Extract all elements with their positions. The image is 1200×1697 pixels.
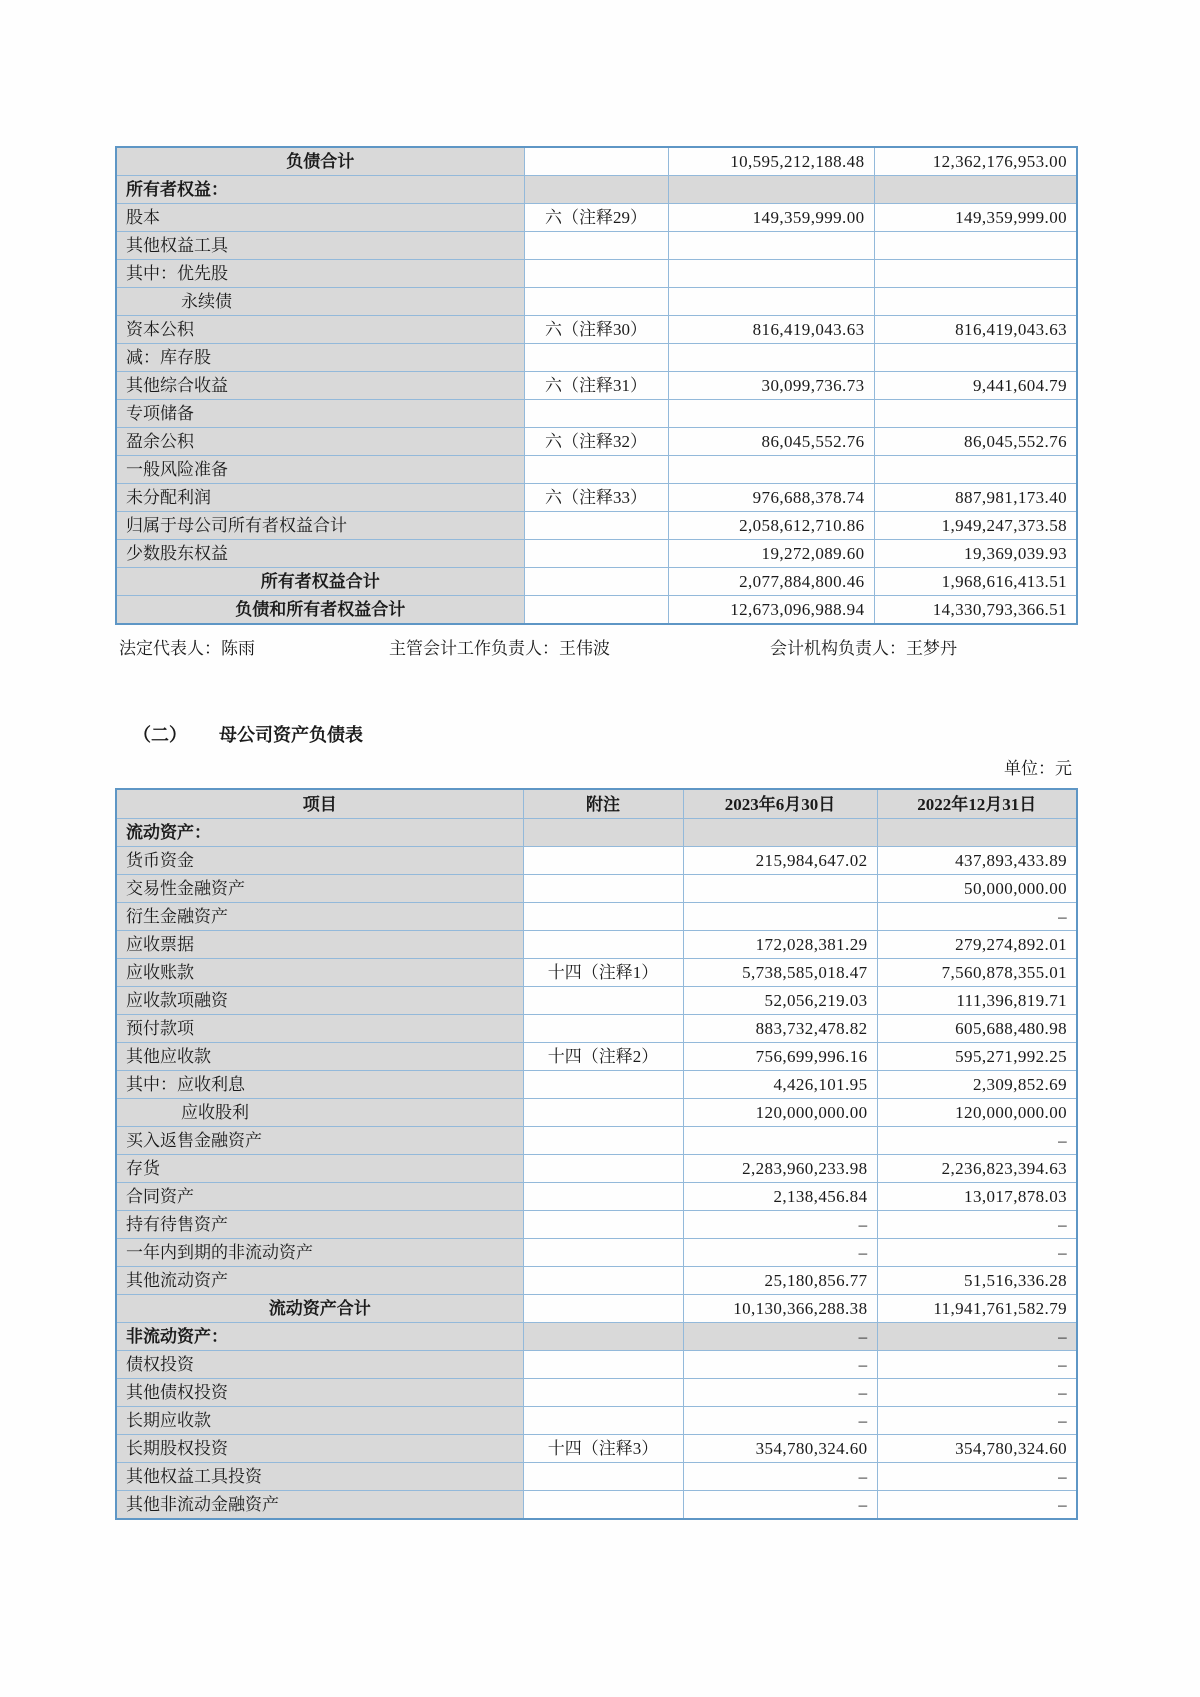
note-reference-cell <box>524 568 668 596</box>
value-cell-2023 <box>683 819 877 847</box>
item-label-cell: 所有者权益合计 <box>116 568 524 596</box>
section-heading-index: （二） <box>133 725 187 745</box>
note-reference-cell <box>523 931 683 959</box>
table-row <box>116 344 1077 372</box>
note-reference-cell <box>523 1155 683 1183</box>
table-row <box>116 288 1077 316</box>
value-cell-2022: – <box>877 1491 1077 1520</box>
note-reference-cell <box>524 260 668 288</box>
value-cell-2022: 50,000,000.00 <box>877 875 1077 903</box>
value-cell-2023: 2,077,884,800.46 <box>668 568 874 596</box>
value-cell-2023: – <box>683 1211 877 1239</box>
column-header-item: 项目 <box>116 789 523 819</box>
value-cell-2022: – <box>877 1463 1077 1491</box>
unit-label: 单位：元 <box>1004 759 1072 778</box>
value-cell-2023: – <box>683 1379 877 1407</box>
value-cell-2023: 2,138,456.84 <box>683 1183 877 1211</box>
item-label-cell: 专项储备 <box>116 400 524 428</box>
table-row <box>116 1463 1077 1491</box>
note-reference-cell <box>523 1183 683 1211</box>
item-label-cell: 持有待售资产 <box>116 1211 523 1239</box>
note-reference-cell <box>523 847 683 875</box>
value-cell-2022: 437,893,433.89 <box>877 847 1077 875</box>
item-label-cell: 未分配利润 <box>116 484 524 512</box>
item-label-cell: 债权投资 <box>116 1351 523 1379</box>
table-row <box>116 1351 1077 1379</box>
item-label-cell: 应收款项融资 <box>116 987 523 1015</box>
value-cell-2023: 10,130,366,288.38 <box>683 1295 877 1323</box>
value-cell-2022: 354,780,324.60 <box>877 1435 1077 1463</box>
table-row <box>116 959 1077 987</box>
table-row <box>116 987 1077 1015</box>
value-cell-2022: 120,000,000.00 <box>877 1099 1077 1127</box>
table-row <box>116 1099 1077 1127</box>
note-reference-cell: 六（注释33） <box>524 484 668 512</box>
table-row <box>116 428 1077 456</box>
item-label-cell: 货币资金 <box>116 847 523 875</box>
value-cell-2023: 756,699,996.16 <box>683 1043 877 1071</box>
value-cell-2023: 86,045,552.76 <box>668 428 874 456</box>
value-cell-2023: 215,984,647.02 <box>683 847 877 875</box>
note-reference-cell <box>523 1379 683 1407</box>
value-cell-2023 <box>668 288 874 316</box>
item-label-cell: 其他权益工具投资 <box>116 1463 523 1491</box>
value-cell-2023: 12,673,096,988.94 <box>668 596 874 625</box>
item-label-cell: 其他流动资产 <box>116 1267 523 1295</box>
section-heading-title: 母公司资产负债表 <box>219 725 363 745</box>
column-header-2023: 2023年6月30日 <box>683 789 877 819</box>
item-label-cell: 非流动资产： <box>116 1323 523 1351</box>
accounting-supervisor-signature: 主管会计工作负责人：王伟波 <box>389 639 610 658</box>
value-cell-2022: 9,441,604.79 <box>874 372 1077 400</box>
table-row <box>116 316 1077 344</box>
table-row <box>116 931 1077 959</box>
value-cell-2023: – <box>683 1351 877 1379</box>
item-label-cell: 所有者权益： <box>116 176 524 204</box>
note-reference-cell <box>523 1463 683 1491</box>
table-row <box>116 540 1077 568</box>
column-header-2022: 2022年12月31日 <box>877 789 1077 819</box>
table-row <box>116 147 1077 176</box>
note-reference-cell <box>523 1127 683 1155</box>
value-cell-2023: 883,732,478.82 <box>683 1015 877 1043</box>
value-cell-2023: 4,426,101.95 <box>683 1071 877 1099</box>
value-cell-2023: – <box>683 1463 877 1491</box>
value-cell-2022: 12,362,176,953.00 <box>874 147 1077 176</box>
value-cell-2022: – <box>877 1379 1077 1407</box>
consolidated-balance-sheet-table <box>115 146 1078 625</box>
value-cell-2023: 52,056,219.03 <box>683 987 877 1015</box>
item-label-cell: 衍生金融资产 <box>116 903 523 931</box>
note-reference-cell: 十四（注释3） <box>523 1435 683 1463</box>
table-row <box>116 176 1077 204</box>
note-reference-cell <box>524 540 668 568</box>
table-row <box>116 1155 1077 1183</box>
value-cell-2022: 1,949,247,373.58 <box>874 512 1077 540</box>
value-cell-2022 <box>874 456 1077 484</box>
note-reference-cell: 六（注释32） <box>524 428 668 456</box>
column-header-note: 附注 <box>523 789 683 819</box>
accounting-department-head-signature: 会计机构负责人：王梦丹 <box>770 639 957 658</box>
table-row <box>116 1407 1077 1435</box>
note-reference-cell: 六（注释31） <box>524 372 668 400</box>
item-label-cell: 长期股权投资 <box>116 1435 523 1463</box>
value-cell-2023 <box>668 232 874 260</box>
value-cell-2022: 7,560,878,355.01 <box>877 959 1077 987</box>
legal-representative-signature: 法定代表人：陈雨 <box>119 639 255 658</box>
table-row <box>116 512 1077 540</box>
value-cell-2022: 14,330,793,366.51 <box>874 596 1077 625</box>
item-label-cell: 一般风险准备 <box>116 456 524 484</box>
value-cell-2023: 19,272,089.60 <box>668 540 874 568</box>
item-label-cell: 长期应收款 <box>116 1407 523 1435</box>
value-cell-2023 <box>668 456 874 484</box>
note-reference-cell <box>524 596 668 625</box>
value-cell-2022: – <box>877 1239 1077 1267</box>
value-cell-2022: 816,419,043.63 <box>874 316 1077 344</box>
item-label-cell: 应收股利 <box>116 1099 523 1127</box>
note-reference-cell <box>523 903 683 931</box>
value-cell-2023: 120,000,000.00 <box>683 1099 877 1127</box>
table-row <box>116 1491 1077 1520</box>
note-reference-cell: 十四（注释1） <box>523 959 683 987</box>
signature-line <box>115 634 1076 660</box>
table-row <box>116 1379 1077 1407</box>
item-label-cell: 资本公积 <box>116 316 524 344</box>
value-cell-2022 <box>874 288 1077 316</box>
item-label-cell: 其他应收款 <box>116 1043 523 1071</box>
value-cell-2023: 10,595,212,188.48 <box>668 147 874 176</box>
value-cell-2023: – <box>683 1239 877 1267</box>
note-reference-cell <box>523 1267 683 1295</box>
value-cell-2022: 595,271,992.25 <box>877 1043 1077 1071</box>
table-row <box>116 1071 1077 1099</box>
table-row <box>116 1267 1077 1295</box>
value-cell-2022: – <box>877 1407 1077 1435</box>
item-label-cell: 预付款项 <box>116 1015 523 1043</box>
item-label-cell: 减：库存股 <box>116 344 524 372</box>
item-label-cell: 一年内到期的非流动资产 <box>116 1239 523 1267</box>
table-row <box>116 847 1077 875</box>
value-cell-2023: – <box>683 1491 877 1520</box>
value-cell-2022: – <box>877 1211 1077 1239</box>
value-cell-2023 <box>668 176 874 204</box>
value-cell-2023 <box>683 903 877 931</box>
value-cell-2023: 149,359,999.00 <box>668 204 874 232</box>
table-row <box>116 903 1077 931</box>
item-label-cell: 负债合计 <box>116 147 524 176</box>
item-label-cell: 应收票据 <box>116 931 523 959</box>
value-cell-2023: 354,780,324.60 <box>683 1435 877 1463</box>
value-cell-2022: – <box>877 1127 1077 1155</box>
item-label-cell: 其他综合收益 <box>116 372 524 400</box>
table-row <box>116 875 1077 903</box>
table-row <box>116 1323 1077 1351</box>
item-label-cell: 归属于母公司所有者权益合计 <box>116 512 524 540</box>
value-cell-2023: 2,283,960,233.98 <box>683 1155 877 1183</box>
table-row <box>116 232 1077 260</box>
value-cell-2023: 2,058,612,710.86 <box>668 512 874 540</box>
value-cell-2022: 2,236,823,394.63 <box>877 1155 1077 1183</box>
table-row <box>116 1295 1077 1323</box>
item-label-cell: 永续债 <box>116 288 524 316</box>
table-row <box>116 1127 1077 1155</box>
note-reference-cell: 六（注释30） <box>524 316 668 344</box>
note-reference-cell <box>523 1323 683 1351</box>
value-cell-2022 <box>874 176 1077 204</box>
value-cell-2022: 13,017,878.03 <box>877 1183 1077 1211</box>
value-cell-2022: 51,516,336.28 <box>877 1267 1077 1295</box>
table-row <box>116 260 1077 288</box>
value-cell-2022 <box>874 232 1077 260</box>
item-label-cell: 流动资产： <box>116 819 523 847</box>
note-reference-cell: 六（注释29） <box>524 204 668 232</box>
note-reference-cell <box>523 819 683 847</box>
table-header-row <box>116 789 1077 819</box>
value-cell-2023 <box>668 344 874 372</box>
note-reference-cell <box>524 147 668 176</box>
value-cell-2023: 5,738,585,018.47 <box>683 959 877 987</box>
note-reference-cell <box>523 1491 683 1520</box>
value-cell-2022 <box>874 344 1077 372</box>
item-label-cell: 其他非流动金融资产 <box>116 1491 523 1520</box>
value-cell-2022 <box>874 400 1077 428</box>
parent-balance-sheet-table <box>115 788 1078 1520</box>
value-cell-2022 <box>874 260 1077 288</box>
table-row <box>116 1043 1077 1071</box>
note-reference-cell <box>523 875 683 903</box>
note-reference-cell <box>524 512 668 540</box>
table-row <box>116 400 1077 428</box>
table-row <box>116 456 1077 484</box>
item-label-cell: 其他权益工具 <box>116 232 524 260</box>
item-label-cell: 买入返售金融资产 <box>116 1127 523 1155</box>
note-reference-cell <box>524 344 668 372</box>
value-cell-2023: 172,028,381.29 <box>683 931 877 959</box>
value-cell-2023 <box>683 1127 877 1155</box>
table-row <box>116 1183 1077 1211</box>
note-reference-cell <box>524 456 668 484</box>
note-reference-cell <box>524 288 668 316</box>
note-reference-cell <box>523 1351 683 1379</box>
value-cell-2023: 25,180,856.77 <box>683 1267 877 1295</box>
value-cell-2022: 279,274,892.01 <box>877 931 1077 959</box>
section-heading <box>133 721 363 747</box>
value-cell-2023 <box>668 260 874 288</box>
value-cell-2023: 30,099,736.73 <box>668 372 874 400</box>
item-label-cell: 流动资产合计 <box>116 1295 523 1323</box>
value-cell-2022: 887,981,173.40 <box>874 484 1077 512</box>
note-reference-cell <box>524 400 668 428</box>
item-label-cell: 股本 <box>116 204 524 232</box>
item-label-cell: 合同资产 <box>116 1183 523 1211</box>
item-label-cell: 其中：应收利息 <box>116 1071 523 1099</box>
value-cell-2022: 19,369,039.93 <box>874 540 1077 568</box>
table-row <box>116 484 1077 512</box>
note-reference-cell <box>523 1211 683 1239</box>
note-reference-cell <box>523 1239 683 1267</box>
value-cell-2023: 976,688,378.74 <box>668 484 874 512</box>
note-reference-cell <box>523 1071 683 1099</box>
value-cell-2022: – <box>877 903 1077 931</box>
value-cell-2023 <box>683 875 877 903</box>
value-cell-2023: – <box>683 1407 877 1435</box>
table-row <box>116 1435 1077 1463</box>
item-label-cell: 负债和所有者权益合计 <box>116 596 524 625</box>
value-cell-2022: 1,968,616,413.51 <box>874 568 1077 596</box>
note-reference-cell <box>523 1407 683 1435</box>
value-cell-2023: 816,419,043.63 <box>668 316 874 344</box>
value-cell-2022: 149,359,999.00 <box>874 204 1077 232</box>
value-cell-2022: 2,309,852.69 <box>877 1071 1077 1099</box>
value-cell-2023: – <box>683 1323 877 1351</box>
value-cell-2022: – <box>877 1351 1077 1379</box>
table-row <box>116 1015 1077 1043</box>
item-label-cell: 交易性金融资产 <box>116 875 523 903</box>
table-row <box>116 1239 1077 1267</box>
item-label-cell: 其他债权投资 <box>116 1379 523 1407</box>
table-row <box>116 596 1077 625</box>
note-reference-cell <box>523 1295 683 1323</box>
value-cell-2022 <box>877 819 1077 847</box>
note-reference-cell <box>524 176 668 204</box>
item-label-cell: 盈余公积 <box>116 428 524 456</box>
value-cell-2023 <box>668 400 874 428</box>
note-reference-cell <box>523 1015 683 1043</box>
item-label-cell: 应收账款 <box>116 959 523 987</box>
note-reference-cell <box>524 232 668 260</box>
item-label-cell: 少数股东权益 <box>116 540 524 568</box>
table-row <box>116 819 1077 847</box>
note-reference-cell: 十四（注释2） <box>523 1043 683 1071</box>
table-row <box>116 204 1077 232</box>
table-row <box>116 568 1077 596</box>
value-cell-2022: 11,941,761,582.79 <box>877 1295 1077 1323</box>
note-reference-cell <box>523 1099 683 1127</box>
table-row <box>116 1211 1077 1239</box>
note-reference-cell <box>523 987 683 1015</box>
value-cell-2022: 86,045,552.76 <box>874 428 1077 456</box>
table-row <box>116 372 1077 400</box>
item-label-cell: 存货 <box>116 1155 523 1183</box>
value-cell-2022: 605,688,480.98 <box>877 1015 1077 1043</box>
value-cell-2022: – <box>877 1323 1077 1351</box>
item-label-cell: 其中：优先股 <box>116 260 524 288</box>
value-cell-2022: 111,396,819.71 <box>877 987 1077 1015</box>
